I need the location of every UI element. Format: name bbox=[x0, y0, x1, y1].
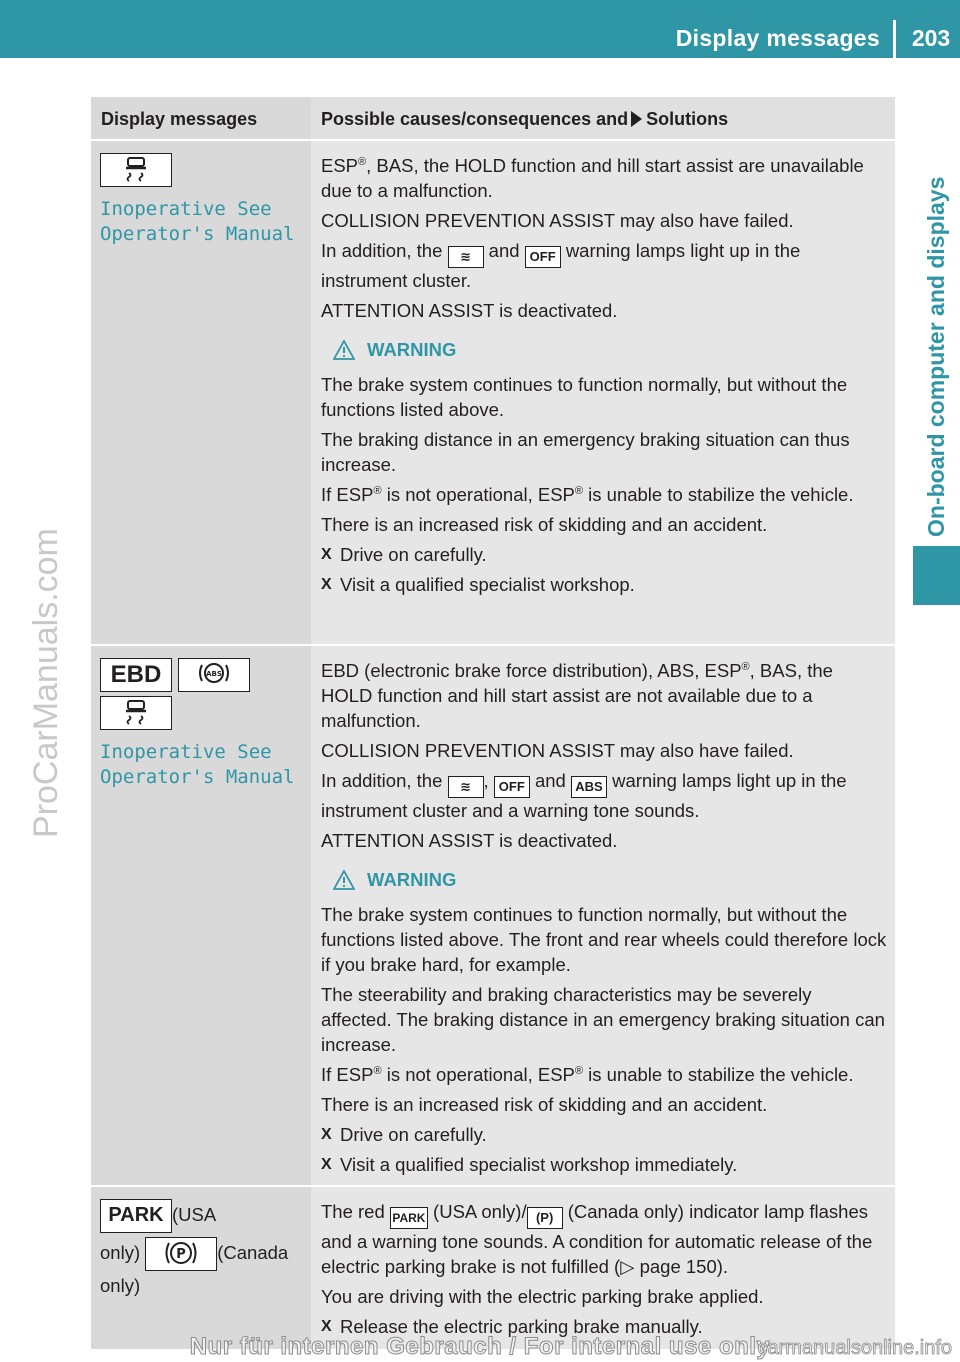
warning-text: The steerability and braking characteristics may be severely affected. The braking distance in an emergency braking situation can increase. bbox=[321, 984, 885, 1055]
warning-text: If ESP® is not operational, ESP® is unable to stabilize the vehicle. bbox=[321, 1064, 854, 1085]
display-messages-table bbox=[91, 97, 895, 1349]
warning-label: WARNING bbox=[367, 339, 457, 360]
park-icon: PARK bbox=[390, 1207, 428, 1229]
solution-cell bbox=[311, 646, 895, 1185]
esp-icon: ≋ bbox=[448, 776, 484, 798]
svg-text:ABS: ABS bbox=[206, 670, 222, 678]
cause-text: COLLISION PREVENTION ASSIST may also have failed. bbox=[321, 740, 794, 761]
message-line: Operator's Manual bbox=[100, 223, 295, 245]
action-marker-icon: X bbox=[321, 1156, 332, 1173]
park-canada-label: (Canada bbox=[217, 1241, 289, 1263]
message-cell bbox=[91, 646, 311, 1185]
warning-text: If ESP® is not operational, ESP® is unable to stabilize the vehicle. bbox=[321, 484, 854, 505]
abs-icon bbox=[178, 658, 250, 692]
table-row bbox=[91, 141, 895, 646]
park-usa-label: (USA bbox=[172, 1203, 217, 1225]
action-step: X Visit a qualified specialist workshop. bbox=[321, 574, 635, 595]
warning-triangle-icon bbox=[333, 870, 355, 890]
message-cell bbox=[91, 141, 311, 644]
watermark: ProCarManuals.com bbox=[27, 528, 65, 838]
action-marker-icon: X bbox=[321, 546, 332, 563]
footer-site: carmanualsonline.info bbox=[757, 1337, 952, 1359]
esp-off-icon: OFF bbox=[494, 776, 530, 798]
side-tab-marker bbox=[913, 546, 960, 605]
esp-icon bbox=[100, 696, 172, 730]
cause-text: EBD (electronic brake force distribution), ABS, ESP®, BAS, the HOLD function and hill start assist are not available due to a malfunction. bbox=[321, 660, 833, 731]
svg-text:P: P bbox=[176, 1247, 187, 1262]
action-step: X Release the electric parking brake manually. bbox=[321, 1316, 703, 1337]
warning-text: The brake system continues to function normally, but without the functions listed above. The front and rear wheels could therefore lock if you brake hard, for example. bbox=[321, 904, 887, 975]
table-row bbox=[91, 1187, 895, 1349]
col-header-solutions-text: Solutions bbox=[646, 109, 729, 129]
cause-text: ESP®, BAS, the HOLD function and hill start assist are unavailable due to a malfunction. bbox=[321, 155, 864, 201]
footer-note: Nur für internen Gebrauch / For internal use only bbox=[189, 1333, 771, 1360]
warning-text: There is an increased risk of skidding and an accident. bbox=[321, 1094, 768, 1115]
cause-text: The red PARK (USA only)/ (P) (Canada only) indicator lamp flashes and a warning tone sounds. A condition for automatic release of the electric parking brake is not fulfilled (▷ page 150). bbox=[321, 1201, 873, 1277]
warning-text: The braking distance in an emergency braking situation can thus increase. bbox=[321, 429, 850, 475]
message-line: Inoperative See bbox=[100, 198, 272, 220]
action-step: X Drive on carefully. bbox=[321, 1124, 487, 1145]
ebd-icon: EBD bbox=[100, 658, 172, 692]
esp-icon: ≋ bbox=[448, 246, 484, 268]
page-section-title: Display messages bbox=[675, 25, 880, 51]
parking-brake-icon: (P) bbox=[527, 1207, 563, 1229]
park-canada-only-label: only) bbox=[100, 1275, 141, 1296]
action-step: X Drive on carefully. bbox=[321, 544, 487, 565]
action-marker-icon: X bbox=[321, 576, 332, 593]
warning-triangle-icon bbox=[333, 340, 355, 360]
message-line: Inoperative See bbox=[100, 741, 272, 763]
header-divider bbox=[893, 20, 896, 58]
message-cell bbox=[91, 1187, 311, 1349]
esp-icon bbox=[100, 153, 172, 187]
solution-cell bbox=[311, 141, 895, 644]
cause-text: You are driving with the electric parking brake applied. bbox=[321, 1286, 764, 1307]
abs-icon: ABS bbox=[571, 776, 607, 798]
symbol-group bbox=[100, 658, 303, 692]
solution-cell bbox=[311, 1187, 895, 1349]
park-usa-only-label: only) bbox=[100, 1241, 141, 1263]
action-marker-icon: X bbox=[321, 1126, 332, 1143]
warning-label: WARNING bbox=[367, 869, 457, 890]
cause-text: In addition, the ≋ and OFF warning lamps light up in the instrument cluster. bbox=[321, 240, 801, 291]
cause-text: In addition, the ≋ , OFF and ABS warning lamps light up in the instrument cluster and a warning tone sounds. bbox=[321, 770, 847, 821]
warning-heading bbox=[333, 867, 887, 892]
warning-text: The brake system continues to function normally, but without the functions listed above. bbox=[321, 374, 848, 420]
action-step: X Visit a qualified specialist workshop immediately. bbox=[321, 1154, 738, 1175]
cause-text: ATTENTION ASSIST is deactivated. bbox=[321, 830, 618, 851]
cause-text: COLLISION PREVENTION ASSIST may also have failed. bbox=[321, 210, 794, 231]
parking-brake-icon bbox=[145, 1237, 217, 1271]
warning-heading bbox=[333, 337, 887, 362]
esp-off-icon: OFF bbox=[525, 246, 561, 268]
action-marker-icon: X bbox=[321, 1318, 332, 1335]
park-icon: PARK bbox=[100, 1199, 172, 1233]
triangle-arrow-icon bbox=[631, 111, 642, 127]
table-header bbox=[91, 97, 895, 141]
col-header-messages: Display messages bbox=[101, 109, 258, 129]
table-row bbox=[91, 646, 895, 1187]
cause-text: ATTENTION ASSIST is deactivated. bbox=[321, 300, 618, 321]
page-number: 203 bbox=[911, 25, 951, 51]
side-section-label: On-board computer and displays bbox=[923, 176, 949, 537]
col-header-causes bbox=[311, 97, 895, 139]
warning-text: There is an increased risk of skidding and an accident. bbox=[321, 514, 768, 535]
message-line: Operator's Manual bbox=[100, 766, 295, 788]
col-header-causes-text: Possible causes/consequences and bbox=[321, 109, 629, 129]
